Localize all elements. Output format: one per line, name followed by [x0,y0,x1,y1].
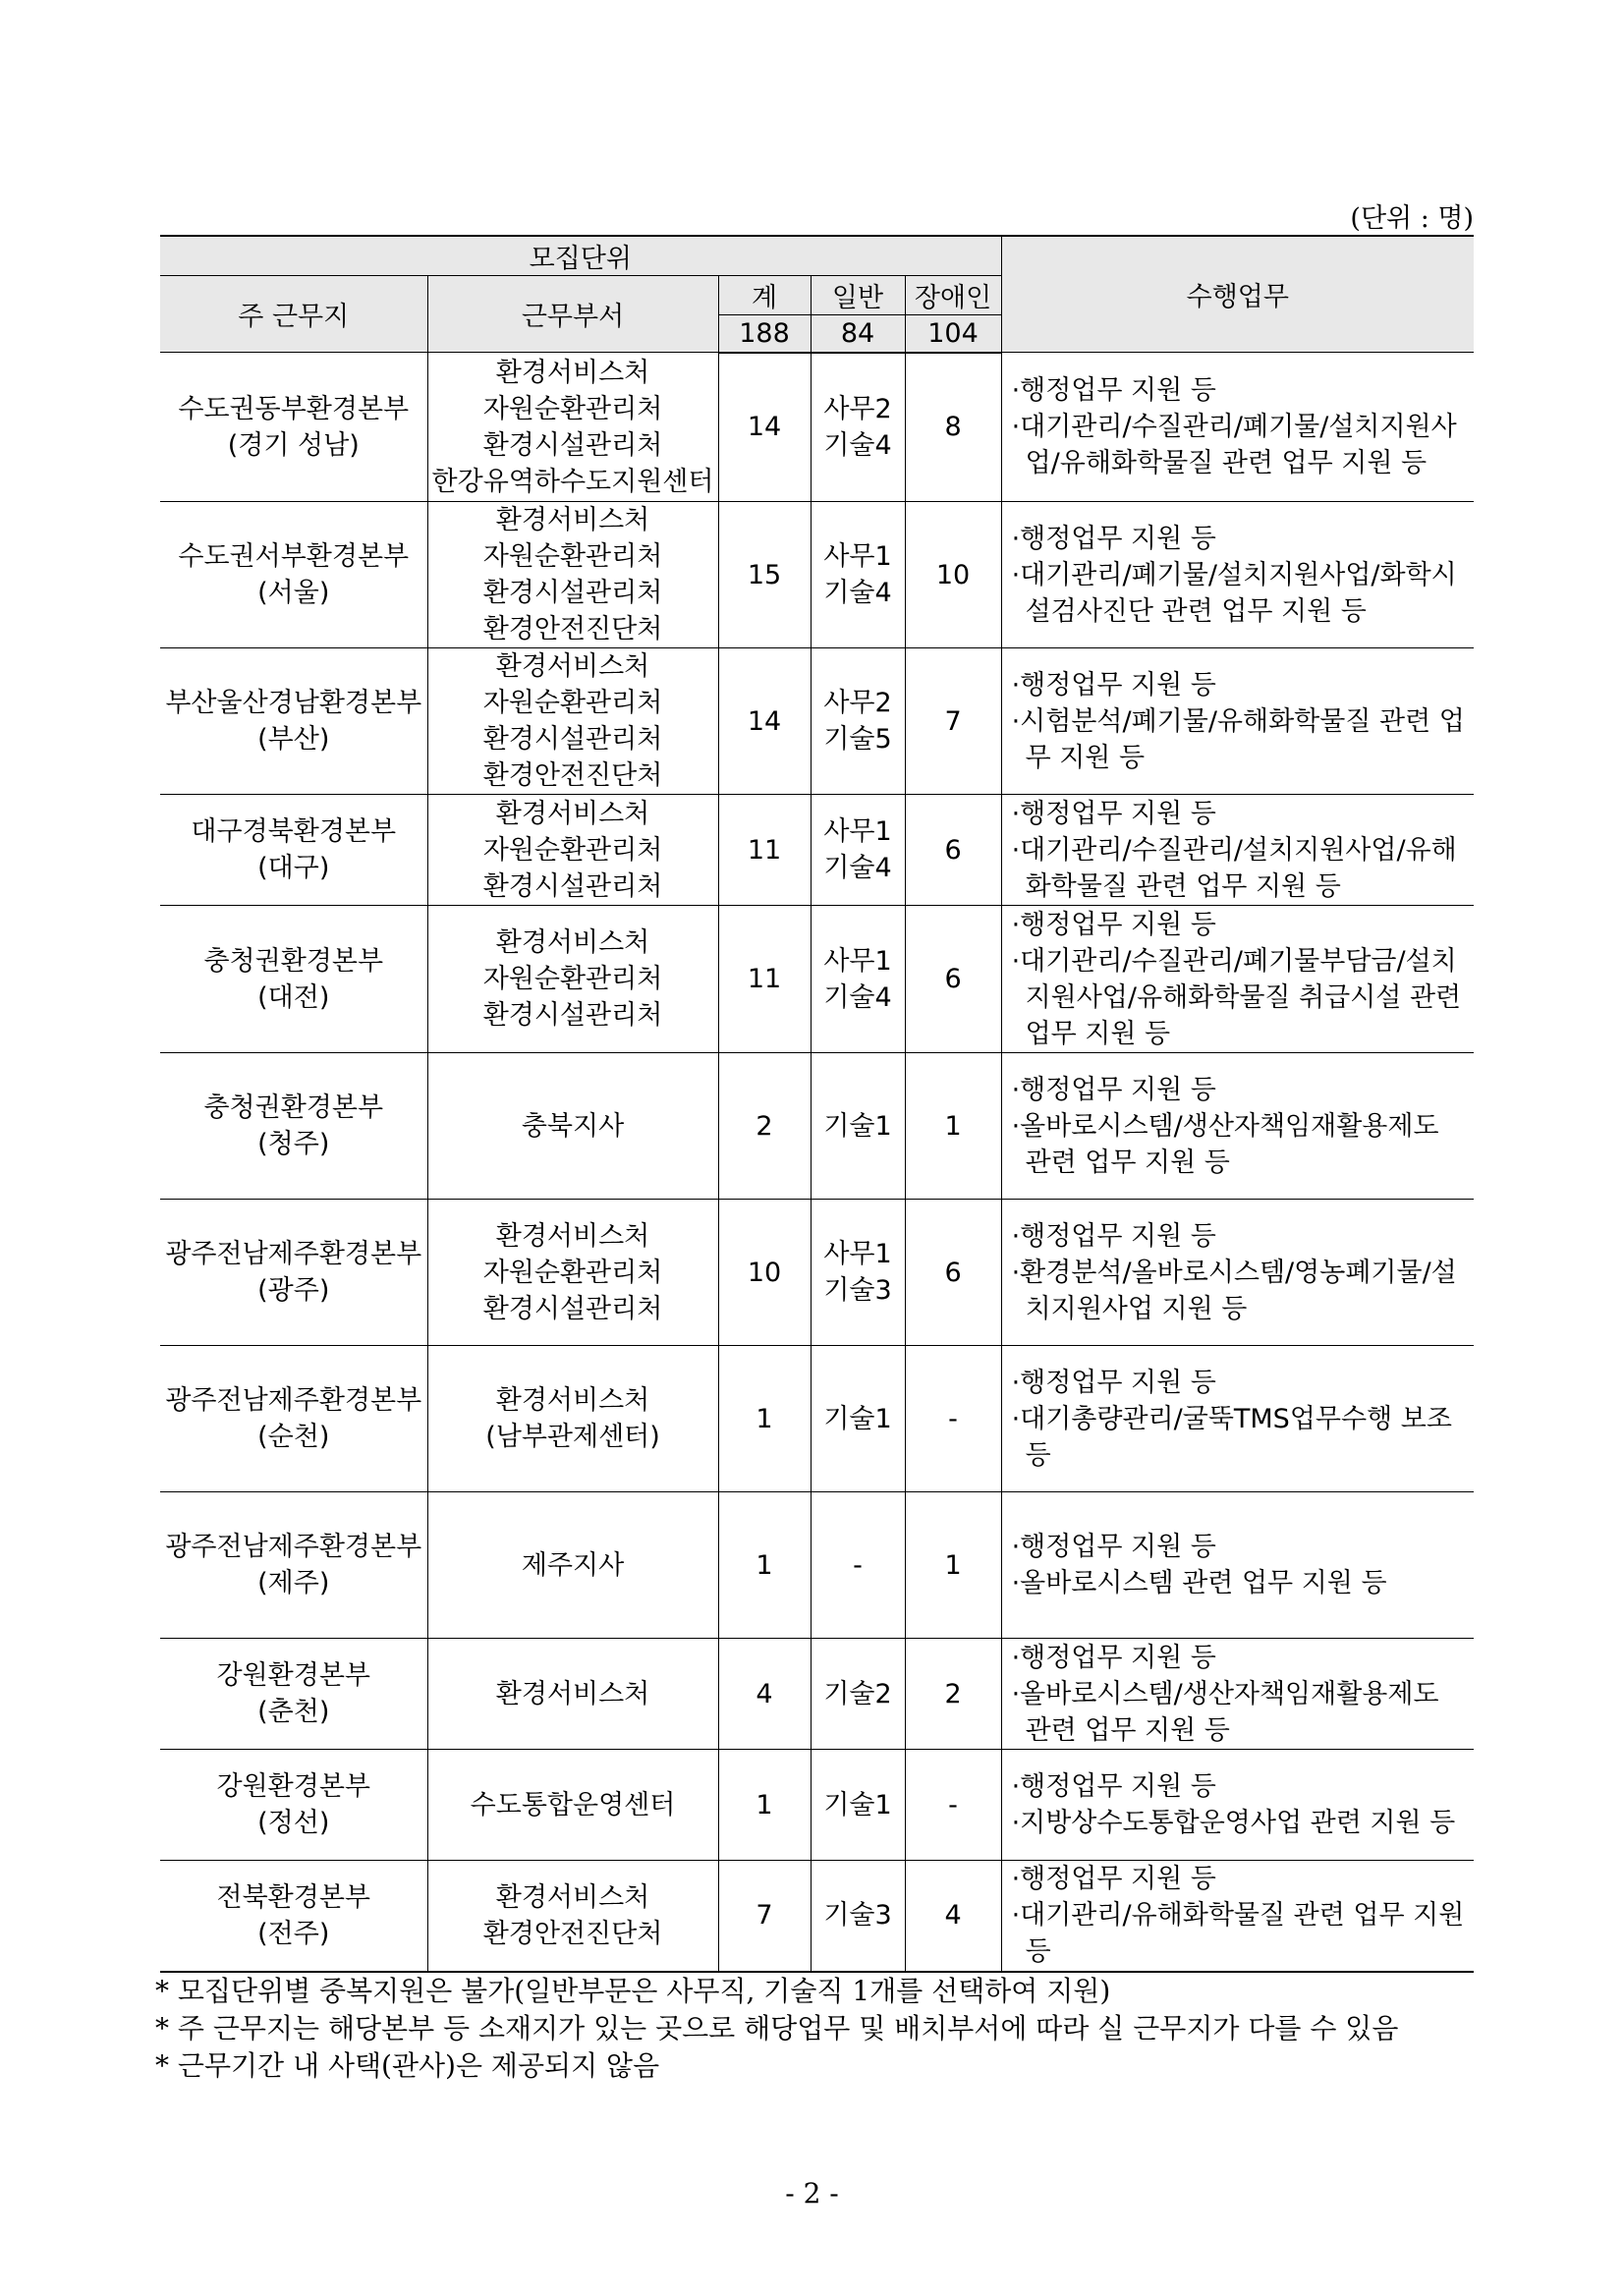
department-cell [427,1053,718,1200]
total-cell: 4 [718,1639,811,1750]
general-line: 사무1 [823,945,892,977]
duty-item: ·대기관리/수질관리/폐기물/설치지원사업/유해화학물질 관련 업무 지원 등 [1011,412,1457,478]
note-item: * 근무기간 내 사택(관사)은 제공되지 않음 [155,2049,660,2082]
department-line: 환경시설관리처 [482,724,663,755]
department-cell [427,1750,718,1861]
department-cell [427,502,718,648]
header-disabled: 장애인 [905,276,1001,315]
notes [155,1973,1531,2085]
disabled-cell: 8 [905,353,1001,502]
department-line: 환경서비스처 [495,1220,650,1252]
table-row [160,1750,1474,1861]
location-cell [160,353,427,502]
total-cell: 11 [718,906,811,1053]
general-cell [811,1861,905,1972]
table-row [160,1639,1474,1750]
duties-cell [1001,1200,1474,1346]
location-cell [160,1750,427,1861]
location-cell [160,1346,427,1492]
department-line: 자원순환관리처 [482,834,663,866]
department-cell [427,353,718,502]
duty-item: ·행정업무 지원 등 [1011,669,1216,700]
department-cell [427,1492,718,1639]
department-line: 환경서비스처 [495,1385,650,1416]
general-cell [811,795,905,906]
disabled-cell: 6 [905,1200,1001,1346]
duty-item: ·대기총량관리/굴뚝TMS업무수행 보조 등 [1011,1403,1452,1471]
duty-item: ·올바로시스템/생산자책임재활용제도 관련 업무 지원 등 [1011,1678,1439,1746]
department-line: (남부관제센터) [485,1422,660,1452]
department-cell [427,795,718,906]
general-cell [811,1200,905,1346]
location-line: (제주) [257,1568,330,1598]
general-cell [811,1492,905,1639]
disabled-cell: 2 [905,1639,1001,1750]
location-cell [160,1861,427,1972]
duty-item: ·환경분석/올바로시스템/영농폐기물/설치지원사업 지원 등 [1011,1257,1457,1324]
duties-cell [1001,353,1474,502]
general-line: 기술5 [823,724,892,755]
header-general: 일반 [811,276,905,315]
general-cell [811,906,905,1053]
page-number: - 2 - [785,2177,839,2210]
general-line: 사무1 [823,1239,892,1269]
total-cell: 1 [718,1750,811,1861]
duty-item: ·올바로시스템/생산자책임재활용제도 관련 업무 지원 등 [1011,1110,1439,1178]
location-cell [160,1200,427,1346]
department-cell [427,906,718,1053]
location-line: 충청권환경본부 [203,945,384,977]
duty-item: ·대기관리/유해화학물질 관련 업무 지원 등 [1011,1900,1465,1968]
location-cell [160,906,427,1053]
note-item: * 모집단위별 중복지원은 불가(일반부문은 사무직, 기술직 1개를 선택하여 지원) [155,1975,1111,2007]
total-cell: 10 [718,1200,811,1346]
disabled-cell: 6 [905,906,1001,1053]
duties-cell [1001,1639,1474,1750]
table-row [160,648,1474,795]
location-line: 광주전남제주환경본부 [165,1385,422,1416]
location-line: (대전) [257,981,330,1013]
duties-cell [1001,1750,1474,1861]
department-line: 환경서비스처 [495,798,650,829]
table-row [160,906,1474,1053]
location-cell [160,1639,427,1750]
header-total: 계 [718,276,811,315]
department-cell [427,648,718,795]
total-cell: 15 [718,502,811,648]
department-cell [427,1861,718,1972]
table-row [160,1053,1474,1200]
location-line: 강원환경본부 [216,1660,370,1691]
duties-cell [1001,1861,1474,1972]
department-line: 환경서비스처 [495,1678,650,1709]
general-cell [811,1346,905,1492]
duty-item: ·행정업무 지원 등 [1011,523,1216,554]
general-cell [811,1639,905,1750]
general-line: 기술4 [823,853,892,883]
location-cell [160,502,427,648]
location-line: (순천) [257,1422,330,1452]
location-line: (춘천) [257,1697,330,1727]
total-cell: 7 [718,1861,811,1972]
general-line: 사무1 [823,541,892,572]
disabled-cell: 7 [905,648,1001,795]
disabled-cell: 1 [905,1053,1001,1200]
general-line: 기술2 [823,1678,892,1709]
department-line: 환경서비스처 [495,505,650,535]
location-cell [160,1053,427,1200]
location-line: 충청권환경본부 [203,1092,384,1123]
general-cell [811,1053,905,1200]
general-line: 기술4 [823,429,892,461]
location-cell [160,648,427,795]
duty-item: ·행정업무 지원 등 [1011,1220,1216,1252]
location-line: 부산울산경남환경본부 [165,688,422,718]
general-cell [811,353,905,502]
disabled-cell: 10 [905,502,1001,648]
department-line: 환경시설관리처 [482,870,663,902]
department-line: 환경안전진단처 [482,760,663,791]
disabled-cell: 1 [905,1492,1001,1639]
header-recruit-unit: 모집단위 [160,236,1001,276]
total-cell: 2 [718,1053,811,1200]
department-line: 환경서비스처 [495,927,650,958]
duty-item: ·행정업무 지원 등 [1011,798,1216,829]
general-line: 기술4 [823,981,892,1013]
location-line: 수도권서부환경본부 [178,541,410,572]
location-line: 강원환경본부 [216,1771,370,1802]
general-line: 기술1 [823,1789,892,1820]
department-line: 환경시설관리처 [482,1000,663,1031]
location-line: (경기 성남) [227,429,360,461]
duty-item: ·대기관리/수질관리/폐기물부담금/설치지원사업/유해화학물질 취급시설 관련 업무 지원 등 [1011,945,1462,1049]
duty-item: ·행정업무 지원 등 [1011,375,1216,406]
department-line: 환경안전진단처 [482,1918,663,1949]
table-body [160,353,1474,1972]
note-item: * 주 근무지는 해당본부 등 소재지가 있는 곳으로 해당업무 및 배치부서에 따라 실 근무지가 다를 수 있음 [155,2012,1399,2044]
duties-cell [1001,795,1474,906]
table-row [160,795,1474,906]
duty-item: ·행정업무 지원 등 [1011,1642,1216,1673]
department-cell [427,1346,718,1492]
duty-item: ·행정업무 지원 등 [1011,1532,1216,1562]
location-line: (대구) [257,853,330,883]
header-location: 주 근무지 [160,276,427,353]
table-row [160,1492,1474,1639]
duty-item: ·행정업무 지원 등 [1011,1074,1216,1105]
header-disabled-count: 104 [905,315,1001,353]
general-line: 기술4 [823,578,892,608]
general-line: 사무2 [823,393,892,424]
department-line: 수도통합운영센터 [470,1789,676,1820]
department-cell [427,1639,718,1750]
general-line: 기술1 [823,1110,892,1142]
general-line: 기술1 [823,1403,892,1434]
location-line: (서울) [257,578,330,608]
duty-item: ·대기관리/폐기물/설치지원사업/화학시설검사진단 관련 업무 지원 등 [1011,559,1457,627]
total-cell: 1 [718,1492,811,1639]
general-line: 사무2 [823,688,892,718]
total-cell: 11 [718,795,811,906]
department-line: 자원순환관리처 [482,1257,663,1288]
department-line: 환경서비스처 [495,651,650,682]
duty-item: ·행정업무 지원 등 [1011,909,1216,940]
department-line: 환경서비스처 [495,1881,650,1913]
location-line: 대구경북환경본부 [191,816,397,847]
disabled-cell: 4 [905,1861,1001,1972]
general-cell [811,648,905,795]
location-line: (정선) [257,1808,330,1838]
general-line: - [853,1549,863,1581]
location-line: (광주) [257,1275,330,1306]
general-cell [811,502,905,648]
location-cell [160,795,427,906]
duty-item: ·올바로시스템 관련 업무 지원 등 [1011,1568,1387,1598]
department-cell [427,1200,718,1346]
department-line: 충북지사 [521,1110,625,1142]
department-line: 자원순환관리처 [482,393,663,424]
general-cell [811,1750,905,1861]
department-line: 환경안전진단처 [482,614,663,644]
location-line: 전북환경본부 [216,1881,370,1913]
duties-cell [1001,906,1474,1053]
location-line: 광주전남제주환경본부 [165,1239,422,1269]
duty-item: ·시험분석/폐기물/유해화학물질 관련 업무 지원 등 [1011,705,1465,773]
header-duties: 수행업무 [1001,236,1474,353]
location-line: (부산) [257,724,330,755]
duty-item: ·대기관리/수질관리/설치지원사업/유해화학물질 관련 업무 지원 등 [1011,834,1457,902]
duties-cell [1001,1492,1474,1639]
duty-item: ·행정업무 지원 등 [1011,1771,1216,1802]
general-line: 기술3 [823,1275,892,1306]
duties-cell [1001,502,1474,648]
department-line: 환경시설관리처 [482,578,663,608]
disabled-cell: 6 [905,795,1001,906]
header-total-count: 188 [718,315,811,353]
table-row [160,502,1474,648]
disabled-cell: - [905,1346,1001,1492]
department-line: 환경시설관리처 [482,1293,663,1324]
location-line: (청주) [257,1129,330,1159]
general-line: 사무1 [823,816,892,847]
department-line: 제주지사 [521,1549,625,1581]
location-line: 수도권동부환경본부 [178,393,410,424]
duties-cell [1001,648,1474,795]
location-cell [160,1492,427,1639]
header-general-count: 84 [811,315,905,353]
department-line: 자원순환관리처 [482,964,663,994]
recruitment-table [160,235,1474,1973]
total-cell: 14 [718,648,811,795]
department-line: 자원순환관리처 [482,541,663,572]
table-row [160,1861,1474,1972]
total-cell: 1 [718,1346,811,1492]
table-row [160,353,1474,502]
header-department: 근무부서 [427,276,718,353]
location-line: 광주전남제주환경본부 [165,1532,422,1562]
duty-item: ·행정업무 지원 등 [1011,1864,1216,1895]
department-line: 한강유역하수도지원센터 [431,466,714,497]
duties-cell [1001,1346,1474,1492]
total-cell: 14 [718,353,811,502]
table-row [160,1200,1474,1346]
disabled-cell: - [905,1750,1001,1861]
table-row [160,1346,1474,1492]
unit-label: (단위 : 명) [1350,203,1474,234]
duty-item: ·행정업무 지원 등 [1011,1367,1216,1398]
department-line: 환경서비스처 [495,357,650,388]
location-line: (전주) [257,1918,330,1949]
duties-cell [1001,1053,1474,1200]
duty-item: ·지방상수도통합운영사업 관련 지원 등 [1011,1808,1456,1838]
department-line: 자원순환관리처 [482,688,663,718]
department-line: 환경시설관리처 [482,429,663,461]
general-line: 기술3 [823,1900,892,1932]
